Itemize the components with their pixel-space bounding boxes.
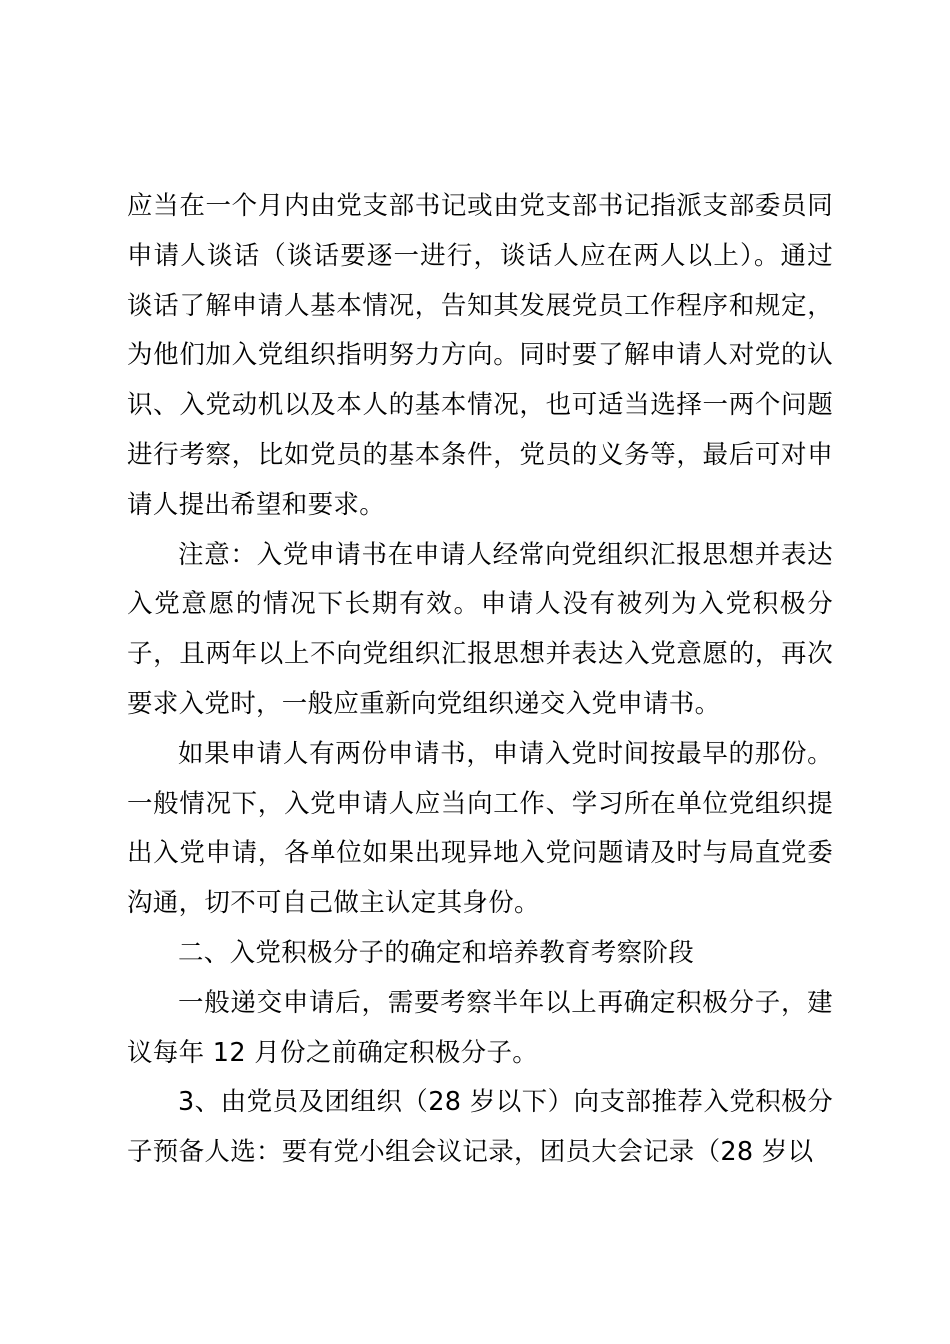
paragraph-multiple-applications: 如果申请人有两份申请书，申请入党时间按最早的那份。一般情况下，入党申请人应当向工作、学习所在单位党组织提出入党申请，各单位如果出现异地入党问题请及时与局直党委沟通，切不可自己做主认定其身份。 (127, 738, 833, 919)
section-heading-activist-stage: 二、入党积极分子的确定和培养教育考察阶段 (178, 937, 695, 968)
document-body (127, 182, 833, 1178)
paragraph-note-application-validity: 注意：入党申请书在申请人经常向党组织汇报思想并表达入党意愿的情况下长期有效。申请人没有被列为入党积极分子，且两年以上不向党组织汇报思想并表达入党意愿的，再次要求入党时，一般应重新向党组织递交入党申请书。 (127, 539, 833, 719)
paragraph-interview: 应当在一个月内由党支部书记或由党支部书记指派支部委员同申请人谈话（谈话要逐一进行，谈话人应在两人以上）。通过谈话了解申请人基本情况，告知其发展党员工作程序和规定，为他们加入党组织指明努力方向。同时要了解申请人对党的认识、入党动机以及本人的基本情况，也可适当选择一两个问题进行考察，比如党员的基本条件，党员的义务等，最后可对申请人提出希望和要求。 (127, 191, 833, 520)
paragraph-recommendation: 3、由党员及团组织（28 岁以下）向支部推荐入党积极分子预备人选：要有党小组会议记录，团员大会记录（28 岁以 (127, 1087, 833, 1168)
paragraph-activist-timing: 一般递交申请后，需要考察半年以上再确定积极分子，建议每年 12 月份之前确定积极分子。 (127, 987, 833, 1068)
